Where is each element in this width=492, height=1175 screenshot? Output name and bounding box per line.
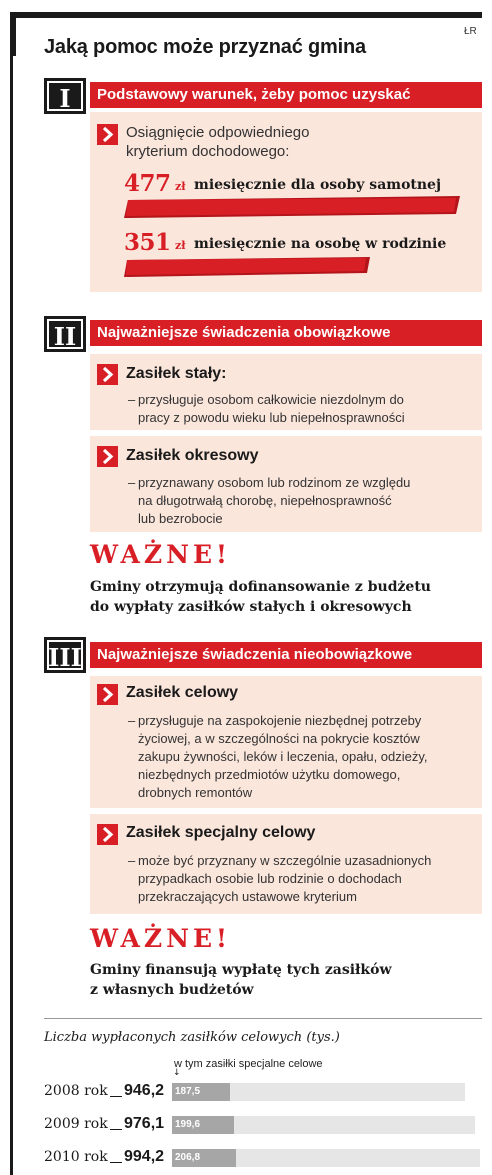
header-rule-corner: [10, 12, 16, 56]
chevron-right-icon: [97, 824, 118, 845]
description-line: przysługuje na zaspokojenie niezbędnej potrzeby: [138, 713, 422, 728]
important-note-line: z własnych budżetów: [90, 982, 254, 998]
description-line: drobnych remontów: [138, 785, 253, 800]
description-line: lub bezrobocie: [138, 511, 223, 526]
section-2-heading: Najważniejsze świadczenia obowiązkowe: [90, 320, 482, 346]
chart-title: Liczba wypłaconych zasiłków celowych (tys.): [44, 1030, 340, 1045]
description-line: przyznawany osobom lub rodzinom ze względu: [138, 475, 411, 490]
chart-category-label: 2008 rok: [44, 1083, 108, 1099]
chevron-right-icon: [97, 446, 118, 467]
chart-bar-special-label: 199,6: [175, 1119, 201, 1130]
threshold-1-amount: 477: [124, 170, 171, 197]
section-1-intro-line-1: Osiągnięcie odpowiedniego: [126, 124, 310, 141]
benefit-description: [128, 712, 428, 802]
benefit-title: Zasiłek specjalny celowy: [126, 824, 316, 841]
dash: –: [128, 475, 136, 490]
chart-value-label: 976,1: [124, 1115, 165, 1132]
threshold-1-unit: zł: [175, 180, 186, 193]
author-credit: ŁR: [464, 26, 477, 37]
chart-leader-line: [110, 1096, 122, 1097]
chart-legend-special: w tym zasiłki specjalne celowe: [174, 1058, 323, 1070]
section-3-numeral: III: [44, 637, 86, 673]
dash: –: [128, 853, 136, 868]
threshold-2-bar: [124, 256, 370, 280]
benefit-description: [128, 474, 410, 528]
description-line: przysługuje osobom całkowicie niezdolnym do: [138, 392, 404, 407]
header-rule: [10, 12, 482, 18]
description-line: pracy z powodu wieku lub niepełnosprawności: [138, 410, 405, 425]
dash: –: [128, 392, 136, 407]
section-1-heading: Podstawowy warunek, żeby pomoc uzyskać: [90, 82, 482, 108]
benefit-description: [128, 852, 431, 906]
chart-value-label: 994,2: [124, 1148, 165, 1165]
threshold-1-label: miesięcznie dla osoby samotnej: [194, 177, 442, 193]
chevron-right-icon: [97, 124, 118, 145]
description-line: niezbędnych przedmiotów użytku domowego,: [138, 767, 401, 782]
threshold-2-amount: 351: [124, 229, 171, 256]
dash: –: [128, 713, 136, 728]
description-line: na długotrwałą chorobę, niepełnosprawność: [138, 493, 392, 508]
chevron-right-icon: [97, 364, 118, 385]
down-arrow-icon: ↓: [173, 1068, 181, 1078]
benefit-title: Zasiłek okresowy: [126, 447, 259, 464]
left-rule: [10, 56, 13, 1175]
chart-leader-line: [110, 1129, 122, 1130]
benefit-description: [128, 391, 405, 427]
benefit-title: Zasiłek stały:: [126, 365, 227, 382]
important-note-title: WAŻNE!: [90, 924, 232, 953]
chart-bar-special-label: 206,8: [175, 1152, 201, 1163]
threshold-1-bar: [124, 196, 460, 222]
chart-bar-special-label: 187,5: [175, 1086, 201, 1097]
description-line: zakupu żywności, leków i leczenia, opału, odzieży,: [138, 749, 428, 764]
description-line: przekraczających ustawowe kryterium: [138, 889, 357, 904]
benefit-title: Zasiłek celowy: [126, 684, 239, 701]
section-2-numeral: II: [44, 316, 86, 352]
chart-leader-line: [110, 1162, 122, 1163]
section-1-intro-line-2: kryterium dochodowego:: [126, 143, 290, 160]
important-note-line: Gminy finansują wypłatę tych zasiłków: [90, 962, 392, 978]
description-line: może być przyznany w szczególnie uzasadnionych: [138, 853, 432, 868]
section-1-numeral: I: [44, 78, 86, 114]
chart-separator: [44, 1018, 482, 1019]
chevron-right-icon: [97, 684, 118, 705]
important-note-line: Gminy otrzymują dofinansowanie z budżetu: [90, 579, 431, 595]
chart-value-label: 946,2: [124, 1082, 165, 1099]
section-3-heading: Najważniejsze świadczenia nieobowiązkowe: [90, 642, 482, 668]
description-line: przypadkach osobie lub rodzinie o dochodach: [138, 871, 402, 886]
chart-category-label: 2009 rok: [44, 1116, 108, 1132]
chart-category-label: 2010 rok: [44, 1149, 108, 1165]
important-note-line: do wypłaty zasiłków stałych i okresowych: [90, 599, 412, 615]
page-title: Jaką pomoc może przyznać gmina: [44, 36, 366, 58]
important-note-title: WAŻNE!: [90, 540, 232, 569]
threshold-2-label: miesięcznie na osobę w rodzinie: [194, 236, 447, 252]
description-line: życiowej, a w szczególności na pokrycie kosztów: [138, 731, 420, 746]
threshold-2-unit: zł: [175, 239, 186, 252]
